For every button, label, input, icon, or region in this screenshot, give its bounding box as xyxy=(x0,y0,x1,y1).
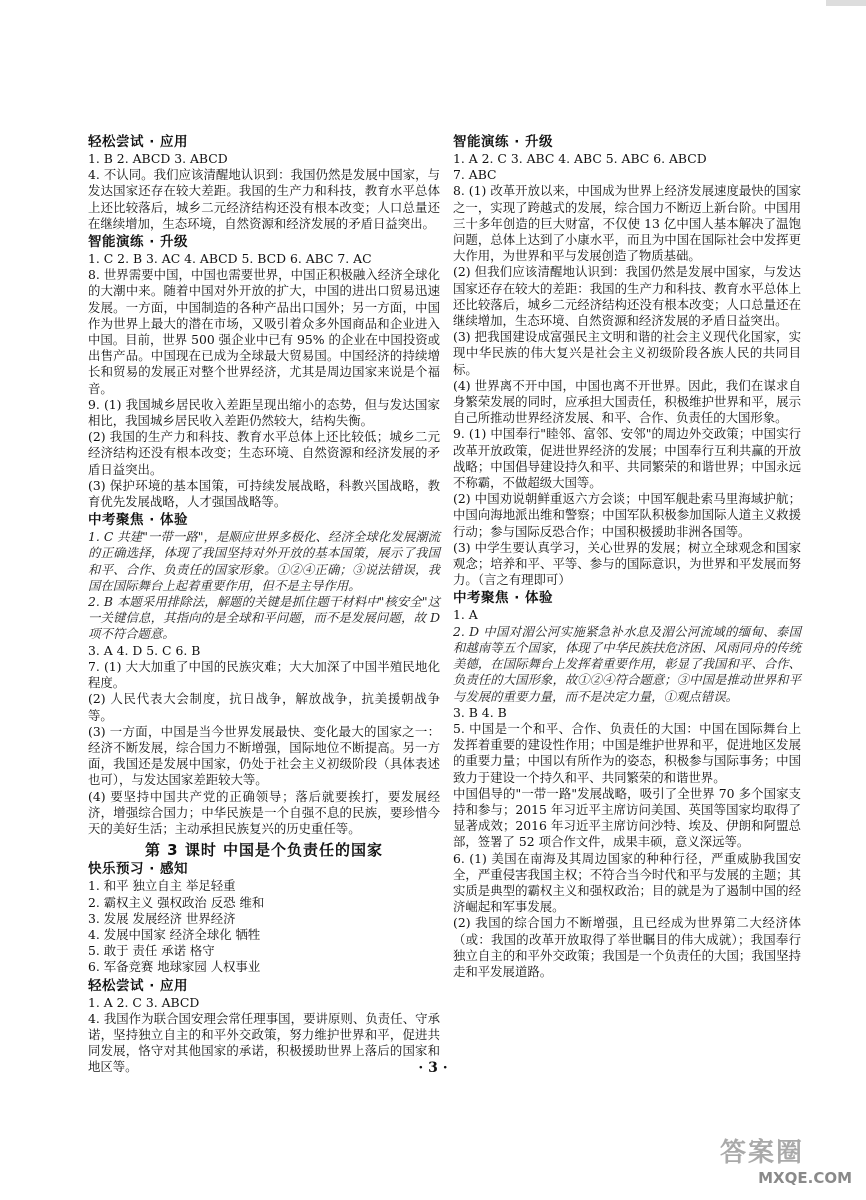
answer-line: 3. 发展 发展经济 世界经济 xyxy=(88,910,236,926)
answer-line: 5. 中国是一个和平、合作、负责任的大国：中国在国际舞台上发挥着重要的建设性作用；中国是维护世界和平，促进地区发展的重要力量；中国以有所作为的姿态，积极参与国际事务；中国致力于建设一个持久和平、共同繁荣的和谐世界。 xyxy=(453,720,801,785)
left-column xyxy=(88,132,440,1076)
answer-block xyxy=(453,151,801,588)
answer-line: 1. 和平 独立自主 举足轻重 xyxy=(88,878,236,894)
watermark-text: 答案圈 xyxy=(720,1138,805,1168)
answer-line: 1. A xyxy=(453,607,478,623)
answer-line: (2) 中国劝说朝鲜重返六方会谈；中国军舰赴索马里海域护航；中国向海地派出维和警察；中国军队积极参加国际人道主义救援行动；参与国际反恐合作；中国积极援助非洲各国等。 xyxy=(453,491,801,539)
section-title: 智能演练 · 升级 xyxy=(88,234,189,251)
answer-line: 2. B 本题采用排除法，解题的关键是抓住题干材料中"核安全"这一关键信息，其指向的是全球和平问题，而不是发展问题，故 D 项不符合题意。 xyxy=(88,594,440,642)
answer-line: 4. 我国作为联合国安理会常任理事国，要讲原则、负责任、守承诺，坚持独立自主的和平外交政策，努力维护世界和平，促进共同发展，恪守对其他国家的承诺，积极援助世界上落后的国家和地区等。 xyxy=(88,1010,440,1075)
answer-line: 9. (1) 中国奉行"睦邻、富邻、安邻"的周边外交政策；中国实行改革开放政策，促进世界经济的发展；中国奉行互利共赢的开放战略；中国倡导建设持久和平、共同繁荣的和谐世界；中国永远不称霸，不做超级大国等。 xyxy=(453,426,801,491)
watermark-logo xyxy=(720,1132,852,1190)
lesson-title: 第 3 课时 中国是个负责任的国家 xyxy=(144,841,384,860)
scan-edge xyxy=(826,0,866,6)
answer-line: (4) 要坚持中国共产党的正确领导；落后就要挨打，要发展经济，增强综合国力；中华民族是一个自强不息的民族，要珍惜今天的美好生活；主动承担民族复兴的历史重任等。 xyxy=(88,788,440,836)
answer-line: 1. B 2. ABCD 3. ABCD xyxy=(88,151,228,166)
answer-block xyxy=(453,607,801,980)
section-title: 中考聚焦 · 体验 xyxy=(88,512,189,529)
answer-line: 2. D 中国对湄公河实施紧急补水息及湄公河流域的缅甸、泰国和越南等五个国家，体现了中华民族扶危济困、风雨同舟的传统美德，在国际舞台上发挥着重要作用，彰显了我国和平、合作、负责任的大国形象，故①②④符合题意；③中国是推动世界和平与发展的重要力量，而不是决定力量，①观点错误。 xyxy=(453,623,801,704)
answer-line: 1. A 2. C 3. ABC 4. ABC 5. ABC 6. ABCD xyxy=(453,151,707,166)
answer-line: (2) 我国的生产力和科技、教育水平总体上还比较低；城乡二元经济结构还没有根本改变；生态环境、自然资源和经济发展的矛盾日益突出。 xyxy=(88,429,440,477)
answer-line: 7. ABC xyxy=(453,167,497,183)
answer-line: 1. A 2. C 3. ABCD xyxy=(88,994,200,1010)
section-title: 轻松尝试 · 应用 xyxy=(88,134,189,150)
answer-block xyxy=(88,251,440,510)
answer-line: 3. B 4. B xyxy=(453,704,507,720)
section-title: 中考聚焦 · 体验 xyxy=(453,590,554,607)
answer-line: (3) 保护环境的基本国策，可持续发展战略，科教兴国战略，教育优先发展战略，人才强国战略等。 xyxy=(88,477,440,510)
section-title: 快乐预习 · 感知 xyxy=(88,861,189,878)
answer-block xyxy=(88,151,440,232)
answer-line: 4. 不认同。我们应该清醒地认识到：我国仍然是发展中国家，与发达国家还存在较大差距。我国的生产力和科技，教育水平总体上还比较落后，城乡二元经济结构还没有根本改变；人口总量还在继续增加，生态环境，自然资源和经济发展的矛盾日益突出。 xyxy=(88,167,440,231)
answer-line: (4) 世界离不开中国，中国也离不开世界。因此，我们在谋求自身繁荣发展的同时，应承担大国责任，积极维护世界和平，展示自己所推动世界经济发展、和平、合作、负责任的大国形象。 xyxy=(453,377,801,426)
answer-line: 1. C 2. B 3. AC 4. ABCD 5. BCD 6. ABC 7. AC xyxy=(88,251,372,267)
answer-line: 中国倡导的"一带一路"发展战略，吸引了全世界 70 多个国家支持和参与；2015 年习近平主席访问美国、英国等国家均取得了显著成效；2016 年习近平主席访问沙特、埃及、伊朗和阿盟总部，签署了 52 项合作文件，成果丰硕，意义深远等。 xyxy=(453,785,801,850)
answer-line: (2) 人民代表大会制度，抗日战争，解放战争，抗美援朝战争等。 xyxy=(88,691,440,723)
answer-line: (2) 我国的综合国力不断增强，且已经成为世界第二大经济体（或：我国的改革开放取得了举世瞩目的伟大成就）；我国奉行独立自主的和平外交政策；我国是一个负责任的大国；我国坚持走和平发展道路。 xyxy=(453,915,801,979)
section-title: 智能演练 · 升级 xyxy=(453,134,554,150)
answer-line: (3) 一方面，中国是当今世界发展最快、变化最大的国家之一：经济不断发展，综合国力不断增强，国际地位不断提高。另一方面，我国还是发展中国家，仍处于社会主义初级阶段（具体表述也可），与发达国家差距较大等。 xyxy=(88,723,440,788)
answer-line: 4. 发展中国家 经济全球化 牺牲 xyxy=(88,926,261,942)
watermark-url: MXQE.COM xyxy=(758,1169,852,1187)
answer-line: 7. (1) 大大加重了中国的民族灾难；大大加深了中国半殖民地化程度。 xyxy=(88,658,440,691)
answer-line: (3) 中学生要认真学习，关心世界的发展；树立全球观念和国家观念；培养和平、平等、参与的国际意识，为世界和平发展而努力。（言之有理即可） xyxy=(453,539,801,588)
answer-line: 3. A 4. D 5. C 6. B xyxy=(88,642,201,658)
answer-line: 5. 敢于 责任 承诺 格守 xyxy=(88,943,215,959)
answer-line: (3) 把我国建设成富强民主文明和谐的社会主义现代化国家，实现中华民族的伟大复兴是社会主义初级阶段各族人民的共同目标。 xyxy=(453,329,801,377)
answer-block xyxy=(88,529,440,837)
answer-line: 6. (1) 美国在南海及其周边国家的种种行径，严重威胁我国安全，严重侵害我国主权；不符合当今时代和平与发展的主题；其实质是典型的霸权主义和强权政治；目的就是为了遏制中国的经济崛起和军事发展。 xyxy=(453,850,801,915)
answer-line: 9. (1) 我国城乡居民收入差距呈现出缩小的态势，但与发达国家相比，我国城乡居民收入差距仍然较大，结构失衡。 xyxy=(88,396,440,429)
section-title: 轻松尝试 · 应用 xyxy=(88,977,189,994)
answer-line: (2) 但我们应该清醒地认识到：我国仍然是发展中国家，与发达国家还存在较大的差距：我国的生产力和科技、教育水平总体上还比较落后，城乡二元经济结构还没有根本改变；人口总量还在继续增加，生态环境、自然资源和经济发展的矛盾日益突出。 xyxy=(453,264,801,329)
page-number: · 3 · xyxy=(418,1060,448,1076)
answer-block xyxy=(88,878,440,975)
answer-line: 8. (1) 改革开放以来，中国成为世界上经济发展速度最快的国家之一，实现了跨越式的发展，综合国力不断迈上新台阶。中国用三十多年创造的巨大财富，不仅使 13 亿中国人基本解决了温饱问题，总体上达到了小康水平，而且为中国在国际社会中发挥更大作用，为世界和平与发展创造了物质基础。 xyxy=(453,183,801,264)
answer-line: 6. 军备竞赛 地球家园 人权事业 xyxy=(88,959,261,975)
answer-line: 1. C 共建"一带一路"，是顺应世界多极化、经济全球化发展潮流的正确选择，体现了我国坚持对外开放的基本国策，展示了我国和平、合作、负责任的国家形象。①②④正确；③说法错误，我国在国际舞台上起着重要作用，但不是主导作用。 xyxy=(88,529,440,593)
answer-line: 2. 霸权主义 强权政治 反恐 维和 xyxy=(88,894,265,910)
right-column xyxy=(453,132,801,980)
answer-line: 8. 世界需要中国，中国也需要世界，中国正积极融入经济全球化的大潮中来。随着中国对外开放的扩大，中国的进出口贸易迅速发展。一方面，中国制造的各种产品出口国外；另一方面，中国作为世界上最大的潜在市场，又吸引着众多外国商品和企业进入中国。目前，世界 500 强企业中已有 95% 的企业在中国投资或出售产品。中国现在已成为全球最大贸易国。中国经济的持续增长和贸易的发展正对整个世界经济，尤其是周边国家来说是个福音。 xyxy=(88,267,440,396)
